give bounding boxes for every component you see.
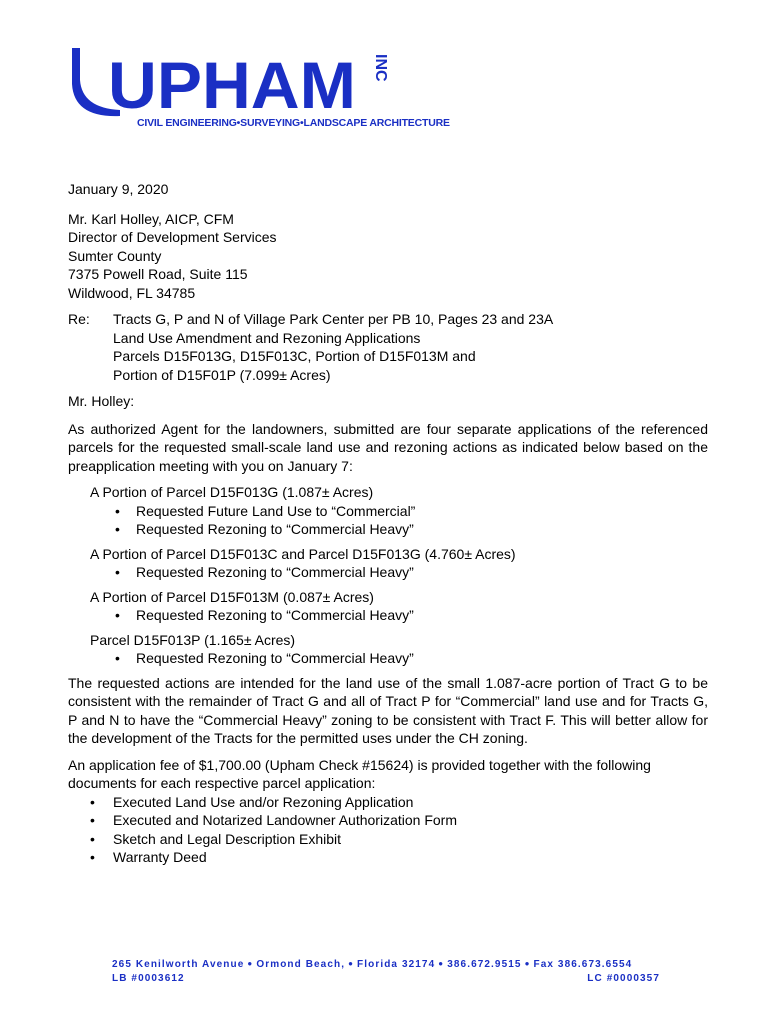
intro-paragraph: As authorized Agent for the landowners, submitted are four separate applications of the referenced parcels for the requested small-scale land use and rezoning actions as indicated below based on the preapplication meeting with you on January 7:: [68, 420, 708, 474]
subject-line: Land Use Amendment and Rezoning Applications: [113, 329, 421, 346]
company-name: UPHAM: [108, 48, 356, 122]
parcel-request: [68, 545, 708, 582]
subject-label: Re:: [68, 311, 90, 327]
request-list: [68, 502, 708, 539]
subject-line: Parcels D15F013G, D15F013C, Portion of D15F013M and: [113, 348, 476, 364]
salutation: Mr. Holley:: [68, 393, 135, 409]
request-list: [68, 606, 708, 625]
company-suffix: INC: [372, 54, 389, 82]
purpose-paragraph: The requested actions are intended for the land use of the small 1.087-acre portion of Tract G to be consistent with the remainder of Tract G and all of Tract P for “Commercial” land use and for Tracts G, P and N to have the “Commercial Heavy” zoning to be consistent with Tract F. This will better allow for the development of the Tracts for the permitted uses under the CH zoning.: [68, 674, 708, 746]
document-item: • Executed Land Use and/or Rezoning Application: [68, 793, 708, 812]
document-item: • Executed and Notarized Landowner Authorization Form: [68, 811, 708, 830]
subject-line: Tracts G, P and N of Village Park Center per PB 10, Pages 23 and 23A: [113, 311, 554, 327]
company-tagline: CIVIL ENGINEERING•SURVEYING•LANDSCAPE ARCHITECTURE: [137, 117, 450, 129]
footer-city: Ormond Beach,: [256, 959, 346, 970]
footer-address: 265 Kenilworth Avenue: [112, 959, 245, 970]
parcel-title: Parcel D15F013P (1.165± Acres): [90, 631, 296, 648]
footer-license-line: [112, 973, 660, 984]
request-item: • Requested Rezoning to “Commercial Heavy”: [68, 606, 708, 625]
separator-dot-icon: ●: [438, 959, 445, 968]
parcel-request: [68, 631, 708, 668]
recipient-name: Mr. Karl Holley, AICP, CFM: [68, 210, 234, 227]
letter-body: [68, 180, 708, 867]
request-list: [68, 563, 708, 582]
documents-list: [68, 793, 708, 867]
document-item: • Warranty Deed: [68, 848, 708, 867]
separator-dot-icon: ●: [348, 959, 355, 968]
separator-dot-icon: ●: [524, 959, 531, 968]
request-item: • Requested Future Land Use to “Commercial”: [68, 502, 708, 521]
parcel-request: [68, 588, 708, 625]
request-item: • Requested Rezoning to “Commercial Heavy”: [68, 563, 708, 582]
request-list: [68, 649, 708, 668]
separator-dot-icon: ●: [247, 959, 254, 968]
letter-date: January 9, 2020: [68, 181, 169, 197]
subject-line: Portion of D15F01P (7.099± Acres): [113, 366, 331, 383]
footer-contact-line: [112, 959, 660, 970]
parcel-title: A Portion of Parcel D15F013C and Parcel D15F013G (4.760± Acres): [90, 545, 516, 562]
request-item: • Requested Rezoning to “Commercial Heavy”: [68, 520, 708, 539]
footer-fax: Fax 386.673.6554: [533, 959, 633, 970]
recipient-street: 7375 Powell Road, Suite 115: [68, 266, 248, 282]
recipient-title: Director of Development Services: [68, 229, 277, 245]
footer-phone: 386.672.9515: [447, 959, 522, 970]
recipient-address: [68, 210, 708, 303]
footer-state: Florida 32174: [357, 959, 436, 970]
parcel-title: A Portion of Parcel D15F013G (1.087± Acres): [90, 484, 374, 500]
footer-lc-number: LC #0000357: [587, 973, 660, 984]
subject-lines: [113, 310, 553, 384]
letterhead-footer: [112, 959, 660, 984]
subject-block: [68, 310, 708, 384]
request-item: • Requested Rezoning to “Commercial Heavy”: [68, 649, 708, 668]
parcel-title: A Portion of Parcel D15F013M (0.087± Acres): [90, 588, 374, 605]
recipient-org: Sumter County: [68, 247, 162, 264]
recipient-city: Wildwood, FL 34785: [68, 284, 196, 301]
footer-lb-number: LB #0003612: [112, 973, 185, 984]
document-item: • Sketch and Legal Description Exhibit: [68, 830, 708, 849]
fee-paragraph: An application fee of $1,700.00 (Upham Check #15624) is provided together with the following documents for each respective parcel application:: [68, 756, 651, 791]
parcel-request: [68, 483, 708, 539]
